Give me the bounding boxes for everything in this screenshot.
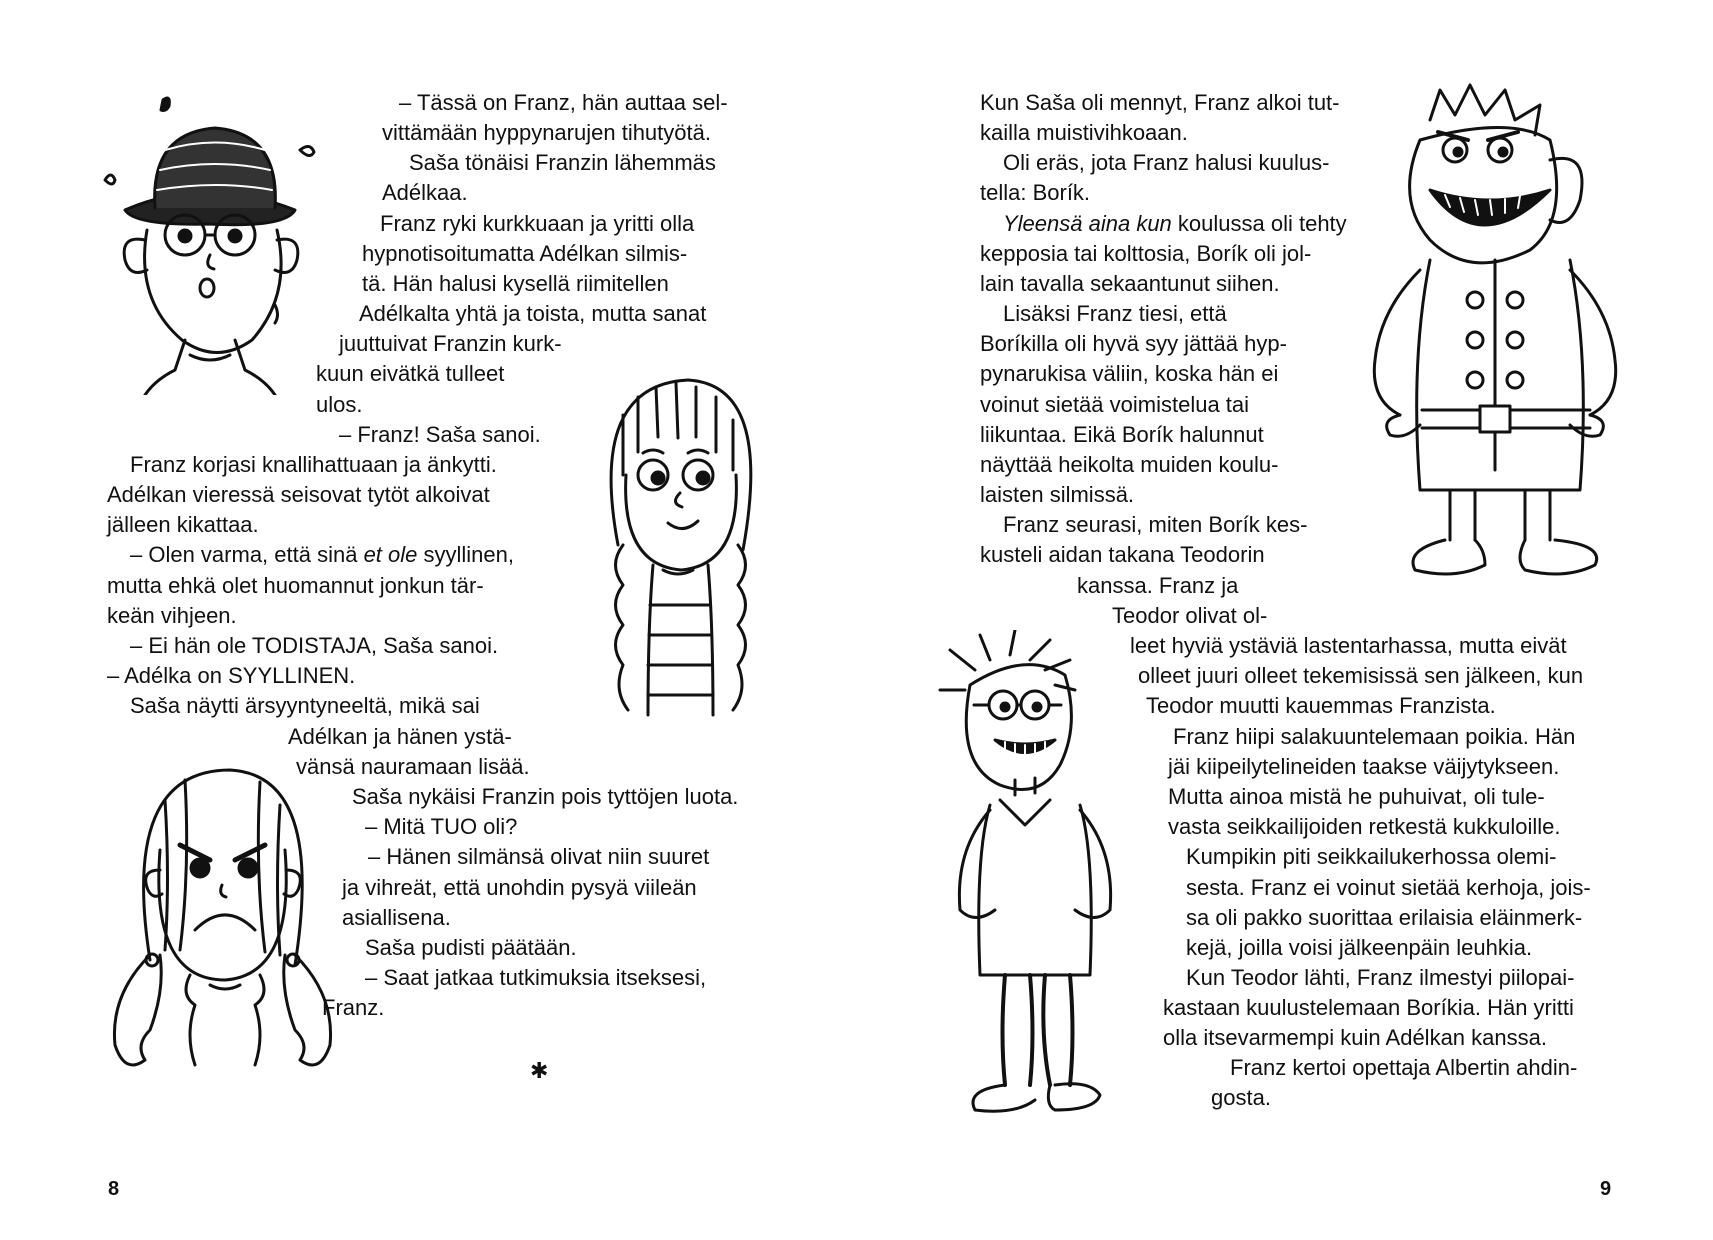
- text-line: kanssa. Franz ja: [1077, 573, 1239, 598]
- text-line: Kun Saša oli mennyt, Franz alkoi tut-: [980, 90, 1340, 115]
- text-line: Mutta ainoa mistä he puhuivat, oli tule-: [1168, 784, 1545, 809]
- text-line: sa oli pakko suorittaa erilaisia eläinmerk-: [1186, 905, 1583, 930]
- text-line: Boríkilla oli hyvä syy jättää hyp-: [980, 331, 1287, 356]
- text-line: Franz korjasi knallihattuaan ja änkytti.: [130, 452, 497, 477]
- adelka-illustration-icon: [578, 375, 768, 735]
- text-line: Franz kertoi opettaja Albertin ahdin-: [1230, 1055, 1578, 1080]
- text-line: Kumpikin piti seikkailukerhossa olemi-: [1186, 844, 1557, 869]
- text-line: kailla muistivihkoaan.: [980, 120, 1188, 145]
- franz-hat-illustration-icon: [85, 90, 335, 395]
- text-line: Franz hiipi salakuuntelemaan poikia. Hän: [1173, 724, 1576, 749]
- text-line: Oli eräs, jota Franz halusi kuulus-: [1003, 150, 1330, 175]
- text-line: mutta ehkä olet huomannut jonkun tär-: [107, 573, 484, 598]
- text-line: Teodor olivat ol-: [1112, 603, 1268, 628]
- emphasis-text: Yleensä aina kun: [1003, 211, 1172, 236]
- text-line: vasta seikkailijoiden retkestä kukkuloille.: [1168, 814, 1561, 839]
- text-line: voinut sietää voimistelua tai: [980, 392, 1250, 417]
- text-line: ja vihreät, että unohdin pysyä viileän: [342, 875, 697, 900]
- text-line: – Adélka on SYYLLINEN.: [107, 663, 356, 688]
- text-line: Saša pudisti päätään.: [365, 935, 577, 960]
- text-line: sesta. Franz ei voinut sietää kerhoja, jois-: [1186, 875, 1591, 900]
- text-line: [1003, 209, 1347, 239]
- text-line: hypnotisoitumatta Adélkan silmis-: [362, 241, 688, 266]
- text-line: kepposia tai kolttosia, Borík oli jol-: [980, 241, 1312, 266]
- text-line: – Saat jatkaa tutkimuksia itseksesi,: [365, 965, 707, 990]
- text-line: leet hyviä ystäviä lastentarhassa, mutta eivät: [1130, 633, 1567, 658]
- text-line: kusteli aidan takana Teodorin: [980, 542, 1265, 567]
- page-number: 8: [108, 1178, 120, 1200]
- text-line: jälleen kikattaa.: [107, 512, 259, 537]
- emphasis-text: et ole: [363, 542, 418, 567]
- text-line: – Franz! Saša sanoi.: [339, 422, 541, 447]
- text-line: näyttää heikolta muiden koulu-: [980, 452, 1279, 477]
- text-line: tella: Borík.: [980, 180, 1091, 205]
- text-line: Adélkan ja hänen ystä-: [288, 724, 512, 749]
- text-line: Franz.: [322, 995, 385, 1020]
- text-line: Lisäksi Franz tiesi, että: [1003, 301, 1227, 326]
- text-line: gosta.: [1211, 1085, 1271, 1110]
- text-line: liikuntaa. Eikä Borík halunnut: [980, 422, 1264, 447]
- text-line: – Tässä on Franz, hän auttaa sel-: [399, 90, 728, 115]
- text-line: Adélkan vieressä seisovat tytöt alkoivat: [107, 482, 490, 507]
- text-line: Teodor muutti kauemmas Franzista.: [1146, 693, 1496, 718]
- text-line: – Ei hän ole TODISTAJA, Saša sanoi.: [130, 633, 499, 658]
- text-line: Kun Teodor lähti, Franz ilmestyi piilopai-: [1186, 965, 1575, 990]
- text-line: kuun eivätkä tulleet: [316, 361, 505, 386]
- text-line: Saša näytti ärsyyntyneeltä, mikä sai: [130, 693, 480, 718]
- text-line: juuttuivat Franzin kurk-: [339, 331, 562, 356]
- text-line: olleet juuri olleet tekemisissä sen jälkeen, kun: [1138, 663, 1584, 688]
- text-line-end: syyllinen,: [417, 542, 514, 567]
- borik-illustration-icon: [1350, 80, 1640, 585]
- text-line: keän vihjeen.: [107, 603, 237, 628]
- text-line-end: koulussa oli tehty: [1171, 211, 1347, 236]
- text-line: [130, 540, 514, 570]
- text-line: – Hänen silmänsä olivat niin suuret: [368, 844, 710, 869]
- text-line: jäi kiipeilytelineiden taakse väijytykseen.: [1168, 754, 1560, 779]
- text-line: – Mitä TUO oli?: [365, 814, 518, 839]
- text-line: Saša tönäisi Franzin lähemmäs: [409, 150, 716, 175]
- page-number: 9: [1600, 1178, 1612, 1200]
- text-line: tä. Hän halusi kysellä riimitellen: [362, 271, 669, 296]
- text-line: Adélkaa.: [382, 180, 468, 205]
- text-line-start: – Olen varma, että sinä: [130, 542, 364, 567]
- text-line: asiallisena.: [342, 905, 451, 930]
- text-line: vittämään hyppynarujen tihutyötä.: [382, 120, 711, 145]
- text-line: Franz ryki kurkkuaan ja yritti olla: [380, 211, 695, 236]
- text-line: ulos.: [316, 392, 363, 417]
- section-ornament: ✱: [530, 1058, 549, 1083]
- franz-standing-illustration-icon: [935, 630, 1160, 1120]
- text-line: vänsä nauramaan lisää.: [296, 754, 530, 779]
- text-line: lain tavalla sekaantunut siihen.: [980, 271, 1280, 296]
- text-line: kejä, joilla voisi jälkeenpäin leuhkia.: [1186, 935, 1533, 960]
- text-line: Adélkalta yhtä ja toista, mutta sanat: [359, 301, 707, 326]
- text-line: laisten silmissä.: [980, 482, 1135, 507]
- text-line: olla itsevarmempi kuin Adélkan kanssa.: [1163, 1025, 1547, 1050]
- angry-girl-illustration-icon: [110, 760, 340, 1100]
- text-line: Saša nykäisi Franzin pois tyttöjen luota.: [352, 784, 739, 809]
- text-line: kastaan kuulustelemaan Boríkia. Hän yritti: [1163, 995, 1574, 1020]
- text-line: Franz seurasi, miten Borík kes-: [1003, 512, 1308, 537]
- text-line: pynarukisa väliin, koska hän ei: [980, 361, 1279, 386]
